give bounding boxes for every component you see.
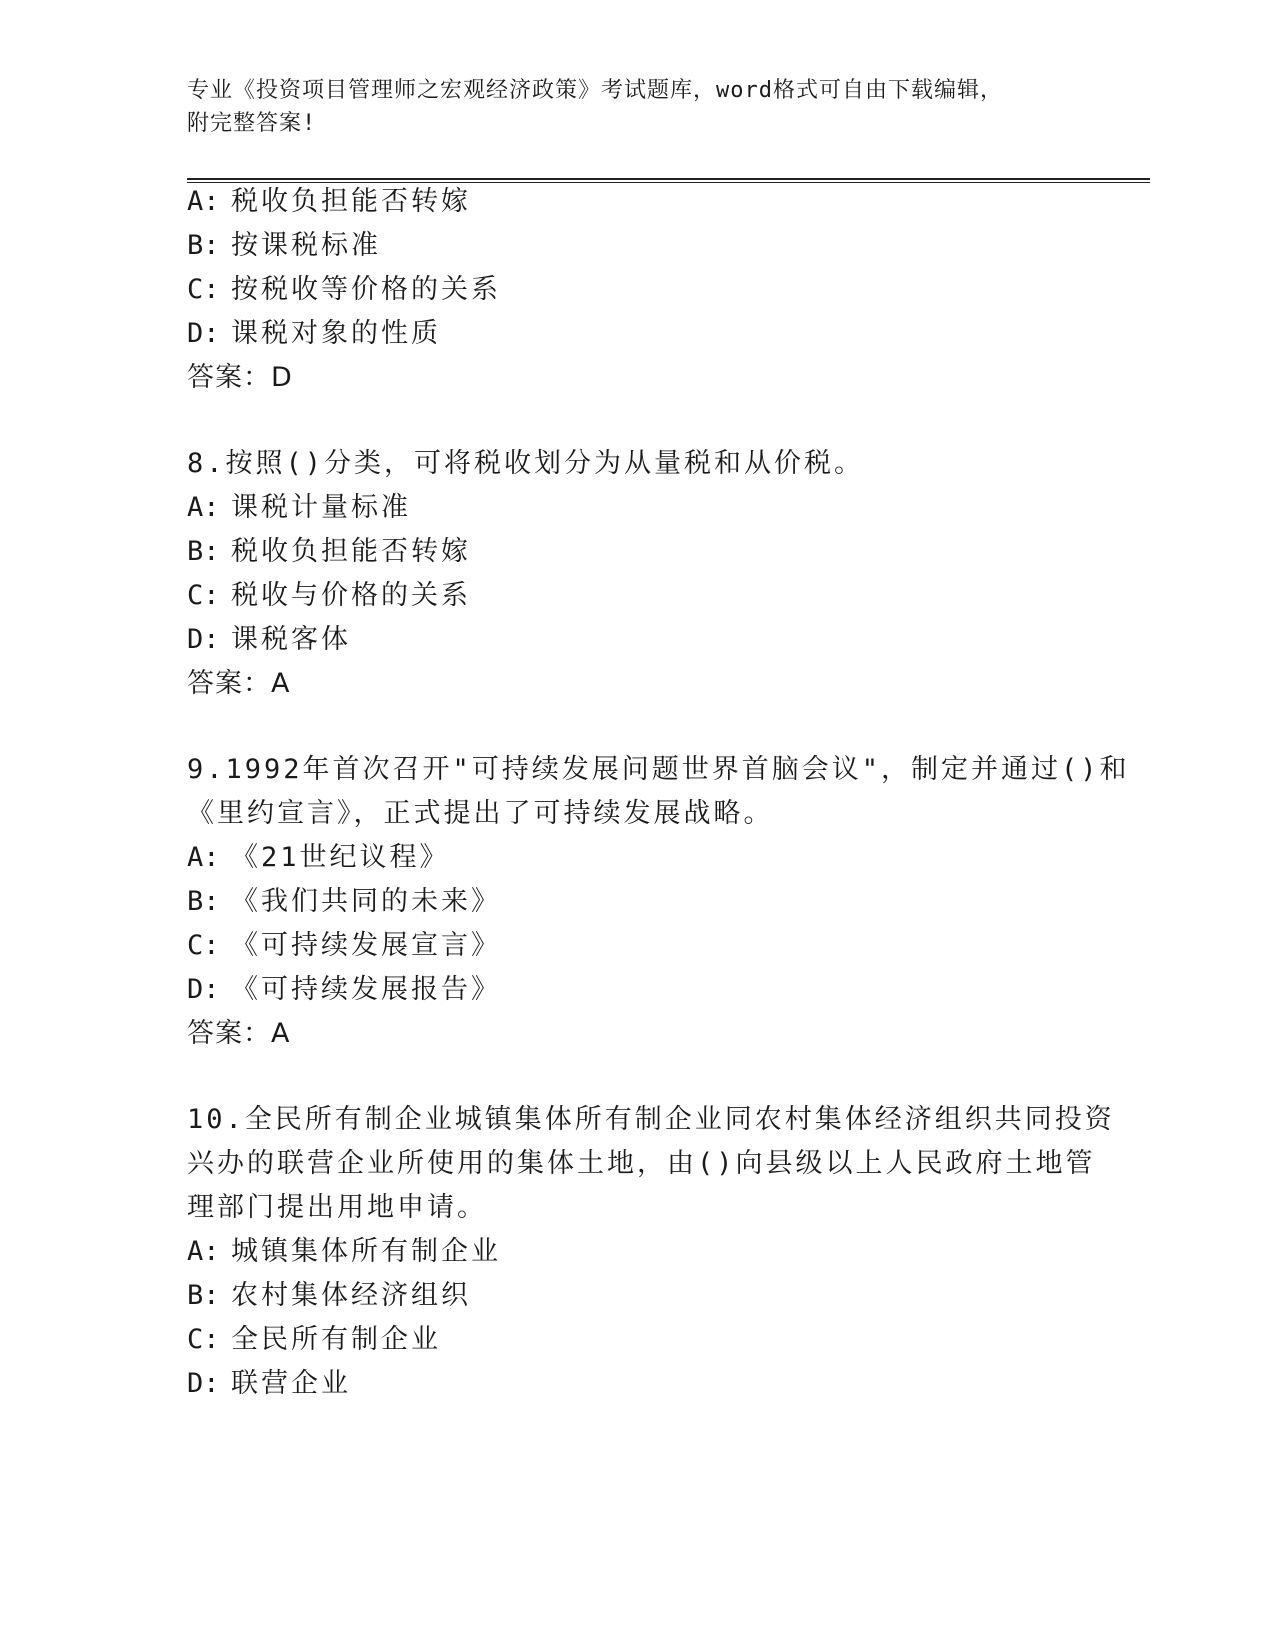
prev-answer: 答案：D: [187, 362, 293, 393]
q9-option-b: [187, 884, 501, 920]
q9-answer: 答案：A: [187, 1018, 291, 1049]
option-text: 《可持续发展报告》: [231, 974, 501, 1005]
q9-option-d: [187, 972, 501, 1008]
prev-option-d: [187, 316, 441, 352]
option-text: 《21世纪议程》: [231, 842, 450, 873]
prev-option-c: [187, 272, 501, 308]
option-letter: C:: [187, 1324, 220, 1355]
q8-option-d: [187, 622, 351, 658]
q10-option-b: [187, 1278, 471, 1314]
option-text: 税收负担能否转嫁: [231, 536, 471, 567]
option-letter: D:: [187, 1368, 220, 1399]
q10-option-d: [187, 1366, 351, 1402]
option-text: 农村集体经济组织: [231, 1280, 471, 1311]
option-text: 联营企业: [231, 1368, 351, 1399]
option-text: 按课税标准: [231, 230, 381, 261]
option-letter: C:: [187, 930, 220, 961]
q8-answer: 答案：A: [187, 668, 291, 699]
option-text: 《可持续发展宣言》: [231, 930, 501, 961]
option-text: 税收负担能否转嫁: [231, 186, 471, 217]
option-letter: B:: [187, 1280, 220, 1311]
q10-stem-line-2: 兴办的联营企业所使用的集体土地，由()向县级以上人民政府土地管: [187, 1148, 1096, 1179]
q10-stem-line-1: 10.全民所有制企业城镇集体所有制企业同农村集体经济组织共同投资: [187, 1104, 1115, 1135]
option-letter: D:: [187, 624, 220, 655]
q9-stem-line-1: 9.1992年首次召开"可持续发展问题世界首脑会议"，制定并通过()和: [187, 754, 1130, 785]
option-letter: A:: [187, 1236, 220, 1267]
option-letter: A:: [187, 492, 220, 523]
q10-option-a: [187, 1234, 501, 1270]
prev-option-a: [187, 184, 471, 220]
option-letter: C:: [187, 580, 220, 611]
option-text: 课税计量标准: [231, 492, 411, 523]
q8-option-c: [187, 578, 471, 614]
option-letter: A:: [187, 186, 220, 217]
option-letter: A:: [187, 842, 220, 873]
option-letter: D:: [187, 318, 220, 349]
prev-option-b: [187, 228, 381, 264]
option-letter: C:: [187, 274, 220, 305]
q9-option-a: [187, 840, 450, 876]
option-text: 课税客体: [231, 624, 351, 655]
header-line-2: 附完整答案!: [187, 111, 317, 136]
option-text: 税收与价格的关系: [231, 580, 471, 611]
q9-stem-line-2: 《里约宣言》，正式提出了可持续发展战略。: [187, 798, 774, 829]
option-text: 《我们共同的未来》: [231, 886, 501, 917]
document-header: [187, 74, 1087, 140]
option-letter: D:: [187, 974, 220, 1005]
header-line-1: 专业《投资项目管理师之宏观经济政策》考试题库，word格式可自由下载编辑，: [187, 78, 1003, 103]
q9-option-c: [187, 928, 501, 964]
q10-stem-line-3: 理部门提出用地申请。: [187, 1192, 487, 1223]
option-letter: B:: [187, 886, 220, 917]
option-text: 全民所有制企业: [231, 1324, 441, 1355]
option-letter: B:: [187, 230, 220, 261]
option-text: 城镇集体所有制企业: [231, 1236, 501, 1267]
q10-option-c: [187, 1322, 441, 1358]
option-text: 课税对象的性质: [231, 318, 441, 349]
option-letter: B:: [187, 536, 220, 567]
q8-option-b: [187, 534, 471, 570]
header-divider: [187, 178, 1150, 183]
q8-stem: 8.按照()分类，可将税收划分为从量税和从价税。: [187, 448, 865, 479]
option-text: 按税收等价格的关系: [231, 274, 501, 305]
q8-option-a: [187, 490, 411, 526]
